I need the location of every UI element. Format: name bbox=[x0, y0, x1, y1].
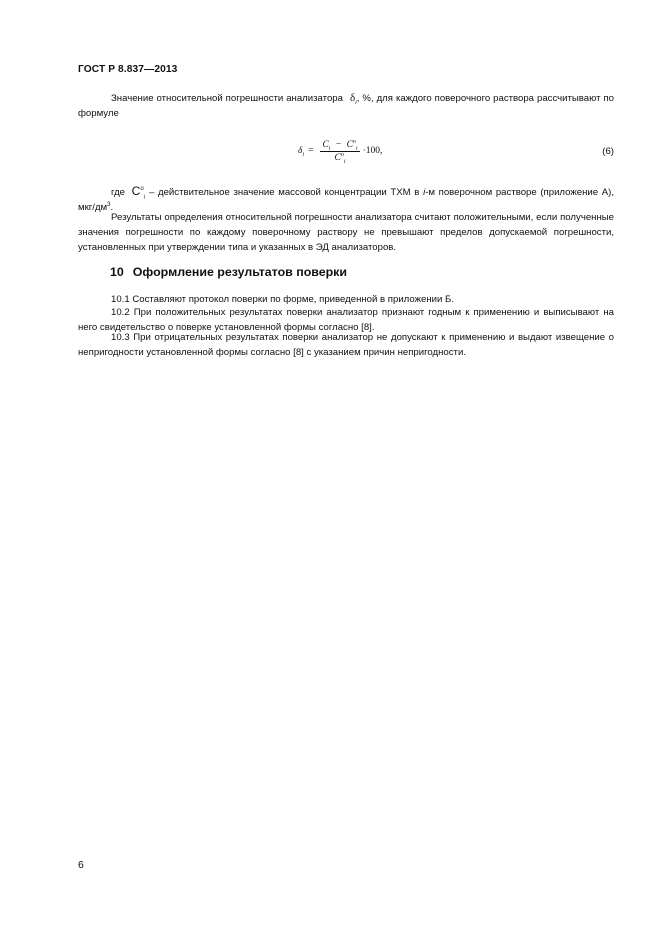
document-code: ГОСТ Р 8.837—2013 bbox=[78, 64, 178, 75]
equation-number: (6) bbox=[602, 146, 614, 157]
delta-symbol: $\delta_i$ bbox=[349, 92, 357, 107]
page-number: 6 bbox=[78, 860, 84, 871]
concentration-symbol: $С^о_i$ bbox=[131, 184, 146, 201]
formula-fraction bbox=[320, 140, 359, 163]
formula-numerator: $C_i - C^о_i$ bbox=[322, 138, 358, 152]
intro-text-before: Значение относительной погрешности анализатора bbox=[111, 93, 343, 104]
section-number: 10 bbox=[110, 265, 124, 279]
list-item: 10.1 Составляют протокол поверки по форме, приведенной в приложении Б. bbox=[111, 294, 455, 305]
list-item: 10.2 При положительных результатах поверки анализатор признают годным к применению и выписывают на него свидетельство о поверке установленной формы согласно [8]. bbox=[78, 307, 614, 333]
where-paragraph: где $С^о_i$ – действительное значение массовой концентрации ТХМ в i-м поверочном растворе (приложение А), мкг/$дм^3$. bbox=[78, 184, 615, 213]
intro-text-after: , %, для каждого поверочного раствора рассчитывают по формуле bbox=[78, 93, 614, 119]
formula-lhs: $\delta_i$ bbox=[298, 146, 305, 158]
formula-equals: = bbox=[308, 146, 314, 156]
section-title: Оформление результатов поверки bbox=[132, 265, 347, 279]
list-item: 10.3 При отрицательных результатах поверки анализатор не допускают к применению и выдают извещение о непригодности установленной формы согласно [8] с указанием причин непригодности. bbox=[78, 332, 614, 358]
formula-tail: ·100, bbox=[362, 146, 383, 156]
formula-6 bbox=[298, 134, 382, 168]
formula-denominator: $C^о_i$ bbox=[334, 151, 346, 165]
results-paragraph: Результаты определения относительной погрешности анализатора считают положительными, если полученные значения погрешности по каждому поверочному раствору не превышают пределов допускаемой погрешности, установленных при утверждении типа и указанных в ЭД анализаторов. bbox=[78, 212, 614, 253]
intro-paragraph bbox=[78, 91, 614, 122]
section-heading bbox=[110, 265, 347, 279]
